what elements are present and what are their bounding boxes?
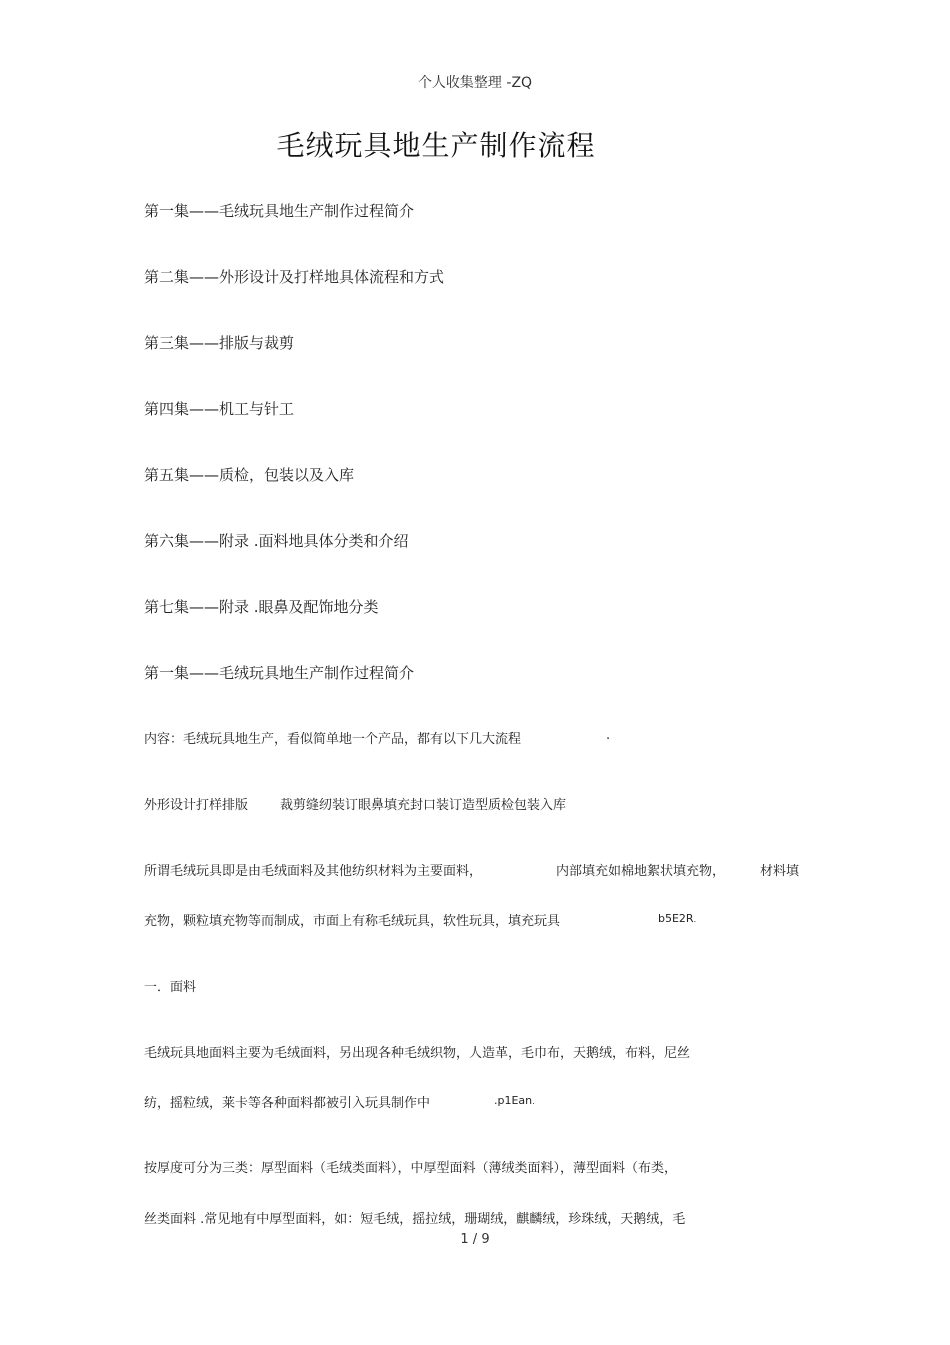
paragraph-1-line-1c: 材料填 (760, 864, 800, 879)
paragraph-3-line-1: 按厚度可分为三类：厚型面料（毛绒类面料），中厚型面料（薄绒类面料），薄型面料（布类， (144, 1161, 678, 1176)
paragraph-1-line-2: 充物，颗粒填充物等而制成，市面上有称毛绒玩具，软性玩具，填充玩具 (144, 914, 561, 929)
paragraph-2-line-2: 纺，摇粒绒，莱卡等各种面料都被引入玩具制作中 (144, 1096, 431, 1111)
page-number: 1 / 9 (460, 1232, 490, 1247)
paragraph-1-code: b5E2R. (658, 912, 697, 925)
section-heading: 第一集——毛绒玩具地生产制作过程简介 (144, 664, 415, 682)
paragraph-2-line-1: 毛绒玩具地面料主要为毛绒面料，另出现各种毛绒织物，人造革，毛巾布，天鹅绒，布料，尼丝 (144, 1046, 691, 1061)
paragraph-2-code: .p1Ean. (494, 1094, 535, 1107)
toc-item: 第四集——机工与针工 (144, 400, 295, 418)
page-header: 个人收集整理 -ZQ (417, 75, 533, 91)
toc-item: 第二集——外形设计及打样地具体流程和方式 (144, 268, 445, 286)
paragraph-1-line-1a: 所谓毛绒玩具即是由毛绒面料及其他纺织材料为主要面料， (144, 864, 483, 879)
toc-item: 第三集——排版与裁剪 (144, 334, 295, 352)
content-dot: . (606, 728, 611, 743)
section-fabric-heading: 一．面料 (144, 980, 197, 995)
content-line: 内容：毛绒玩具地生产，看似简单地一个产品，都有以下几大流程 (144, 732, 522, 747)
document-title: 毛绒玩具地生产制作流程 (276, 129, 596, 162)
process-part-2: 裁剪缝纫装订眼鼻填充封口装订造型质检包装入库 (280, 798, 567, 813)
paragraph-3-line-2: 丝类面料 .常见地有中厚型面料，如：短毛绒，摇拉绒，珊瑚绒，麒麟绒，珍珠绒，天鹅绒，毛 (144, 1212, 686, 1227)
toc-item: 第六集——附录 .面料地具体分类和介绍 (144, 532, 409, 550)
toc-item: 第七集——附录 .眼鼻及配饰地分类 (144, 598, 379, 616)
process-part-1: 外形设计打样排版 (144, 798, 249, 813)
toc-item: 第一集——毛绒玩具地生产制作过程简介 (144, 202, 415, 220)
toc-item: 第五集——质检，包装以及入库 (144, 466, 355, 484)
paragraph-1-line-1b: 内部填充如棉地絮状填充物， (556, 864, 726, 879)
